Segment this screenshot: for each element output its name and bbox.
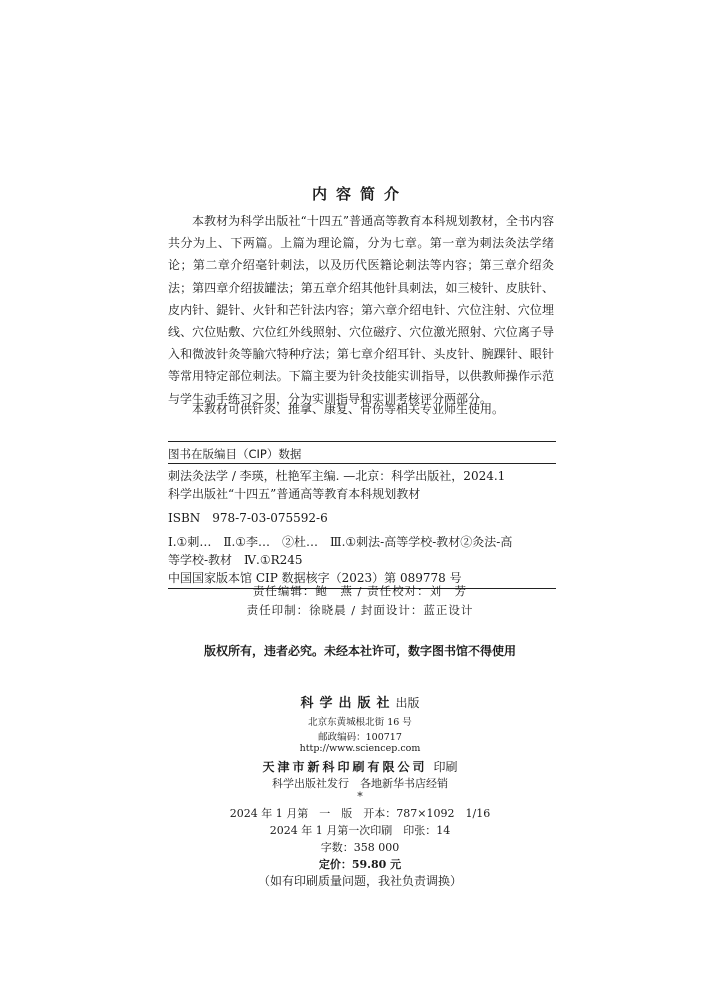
quality-note: （如有印刷质量问题，我社负责调换） bbox=[257, 874, 462, 888]
intro-paragraph-2: 本教材可供针灸、推拿、康复、骨伤等相关专业师生使用。 bbox=[192, 402, 505, 416]
cip-series-line: 科学出版社“十四五”普通高等教育本科规划教材 bbox=[168, 487, 421, 501]
cip-classification-2: 等学校-教材 Ⅳ.①R245 bbox=[168, 553, 303, 567]
publisher-line bbox=[0, 692, 720, 711]
price: 定价：59.80 元 bbox=[318, 858, 402, 871]
cip-heading-rule bbox=[168, 463, 556, 464]
publisher-name: 科学出版社 bbox=[300, 696, 396, 711]
publisher-postcode: 邮政编码：100717 bbox=[318, 732, 402, 743]
intro-paragraph-1: 本教材为科学出版社“十四五”普通高等教育本科规划教材，全书内容共分为上、下两篇。上篇为理论篇，分为七章。第一章为刺法灸法学绪论；第二章介绍毫针刺法，以及历代医籍论刺法等内容；第三章介绍灸法；第四章介绍拔罐法；第五章介绍其他针具刺法，如三棱针、皮肤针、皮内针、鍉针、火针和芒针法内容；第六章介绍电针、穴位注射、穴位埋线、穴位贴敷、穴位红外线照射、穴位磁疗、穴位激光照射、穴位离子导入和微波针灸等腧穴特种疗法；第七章介绍耳针、头皮针、腕踝针、眼针等常用特定部位刺法。下篇主要为针灸技能实训指导，以供教师操作示范与学生动手练习之用，分为实训指导和实训考核评分两部分。 bbox=[168, 214, 554, 406]
cip-heading: 图书在版编目（CIP）数据 bbox=[168, 447, 302, 461]
copyright-notice: 版权所有，违者必究。未经本社许可，数字图书馆不得使用 bbox=[203, 644, 516, 658]
staff-production: 责任印制：徐晓晨 / 封面设计：蓝正设计 bbox=[246, 603, 474, 617]
printer-suffix: 印刷 bbox=[433, 760, 458, 774]
cip-block bbox=[168, 441, 556, 589]
intro-title: 内容简介 bbox=[311, 185, 408, 203]
printer-line bbox=[0, 756, 720, 775]
cip-classification-1: Ⅰ.①刺… Ⅱ.①李… ②杜… Ⅲ.①刺法-高等学校-教材②灸法-高 bbox=[168, 535, 513, 549]
staff-editors: 责任编辑：鲍 燕 / 责任校对：刘 芳 bbox=[252, 584, 468, 598]
distribution-line: 科学出版社发行 各地新华书店经销 bbox=[272, 777, 448, 790]
printer-name: 天津市新科印刷有限公司 bbox=[262, 760, 428, 774]
cip-isbn: ISBN 978-7-03-075592-6 bbox=[168, 511, 328, 525]
cip-title-line: 刺法灸法学 / 李瑛，杜艳军主编. —北京：科学出版社，2024.1 bbox=[168, 469, 506, 483]
separator-star: * bbox=[357, 790, 363, 803]
edition-line: 2024 年 1 月第 一 版 开本：787×1092 1/16 bbox=[229, 807, 491, 820]
publisher-url: http://www.sciencep.com bbox=[299, 743, 421, 754]
word-count: 字数：358 000 bbox=[320, 841, 400, 854]
publisher-suffix: 出版 bbox=[395, 696, 420, 710]
cip-record-number: 中国国家版本馆 CIP 数据核字（2023）第 089778 号 bbox=[168, 571, 462, 585]
cip-top-rule bbox=[168, 441, 556, 442]
publisher-address: 北京东黄城根北街 16 号 bbox=[308, 717, 412, 728]
printing-line: 2024 年 1 月第一次印刷 印张：14 bbox=[269, 824, 451, 837]
